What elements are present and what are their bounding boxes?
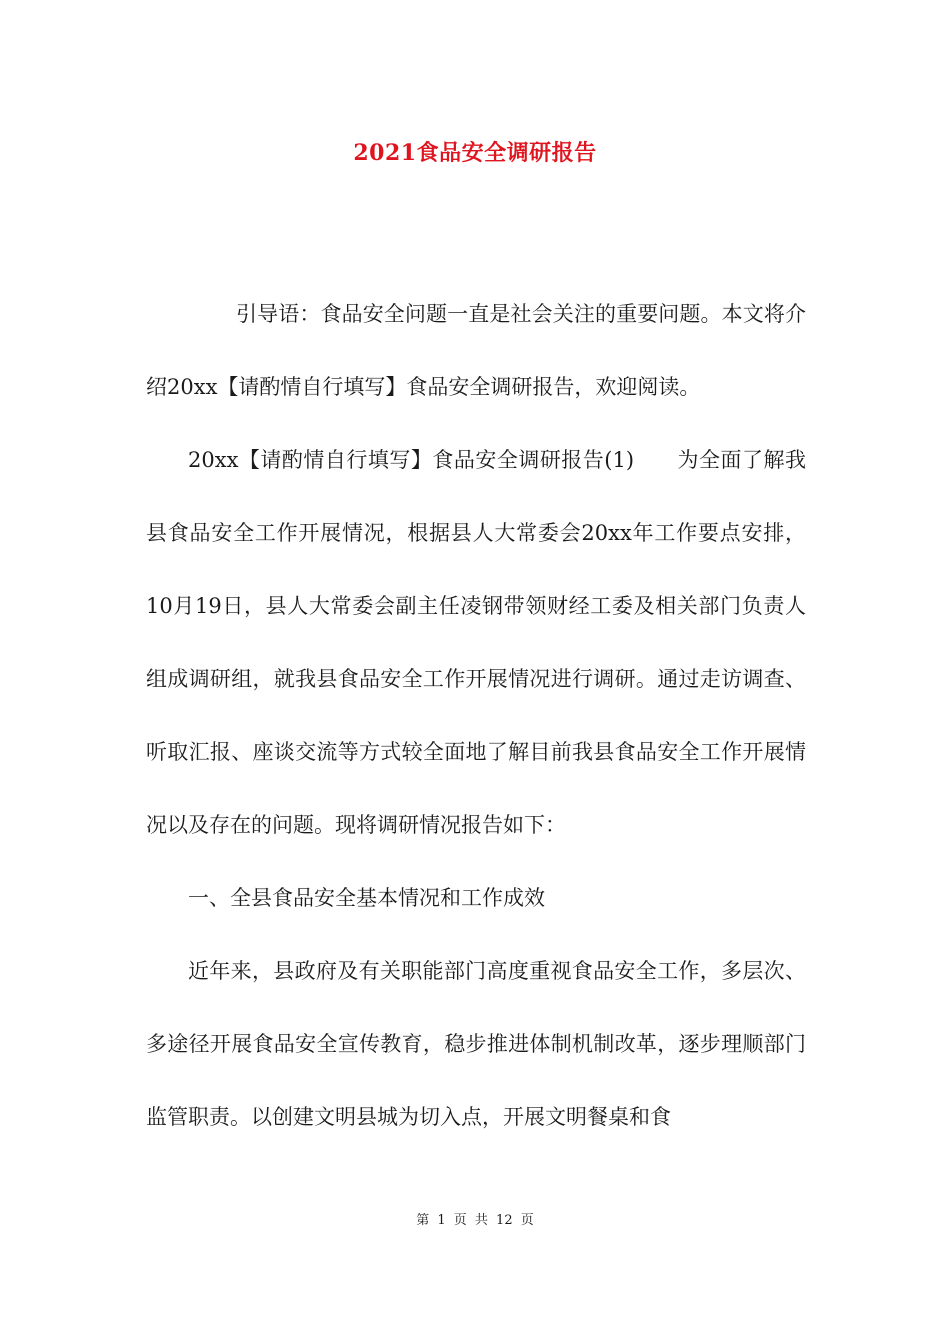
document-title: 2021食品安全调研报告 [353,140,597,166]
document-body [146,278,806,1154]
page-footer: 第 1 页 共 12 页 [416,1213,534,1228]
report-paragraph: 20xx【请酌情自行填写】食品安全调研报告(1) 为全面了解我县食品安全工作开展情况，根据县人大常委会20xx年工作要点安排，10月19日，县人大常委会副主任凌钢带领财经工委及相关部门负责人组成调研组，就我县食品安全工作开展情况进行调研。通过走访调查、听取汇报、座谈交流等方式较全面地了解目前我县食品安全工作开展情况以及存在的问题。现将调研情况报告如下： [146,448,806,837]
section-heading: 一、全县食品安全基本情况和工作成效 [188,886,545,910]
intro-paragraph: 引导语：食品安全问题一直是社会关注的重要问题。本文将介绍20xx【请酌情自行填写】食品安全调研报告，欢迎阅读。 [146,302,806,399]
body-paragraph: 近年来，县政府及有关职能部门高度重视食品安全工作，多层次、多途径开展食品安全宣传教育，稳步推进体制机制改革，逐步理顺部门监管职责。以创建文明县城为切入点，开展文明餐桌和食 [146,959,806,1129]
